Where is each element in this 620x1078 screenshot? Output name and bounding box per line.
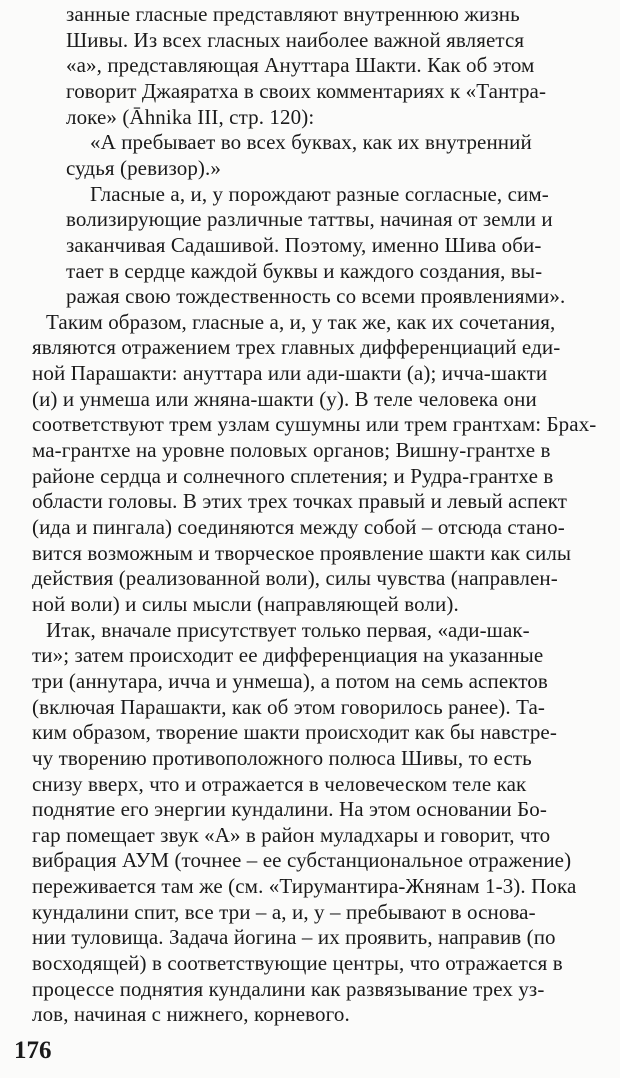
text-line: Гласные а, и, у порождают разные согласные, сим- xyxy=(90,181,549,206)
text-line: вится возможным и творческое проявление шакти как силы xyxy=(32,540,572,565)
text-line: чу творению противоположного полюса Шивы, то есть xyxy=(32,745,532,770)
text-line: процессе поднятия кундалини как развязывание трех уз- xyxy=(32,976,545,1001)
text-line: тает в сердце каждой буквы и каждого создания, вы- xyxy=(66,258,543,283)
text-line: ким образом, творение шакти происходит как бы навстре- xyxy=(32,720,557,745)
text-line: локе» (Āhnika III, стр. 120): xyxy=(66,104,315,129)
text-line: Таким образом, гласные а, и, у так же, как их сочетания, xyxy=(46,309,556,334)
text-line: Шивы. Из всех гласных наиболее важной является xyxy=(66,27,525,52)
text-line: занные гласные представляют внутреннюю жизнь xyxy=(66,2,520,26)
text-line: районе сердца и солнечного сплетения; и Рудра-грантхе в xyxy=(32,463,554,488)
text-line: области головы. В этих трех точках правый и левый аспект xyxy=(32,489,568,514)
text-line: снизу вверх, что и отражается в человеческом теле как xyxy=(32,771,527,796)
quote-line: «А пребывает во всех буквах, как их внутренний xyxy=(90,130,532,155)
text-line: соответствуют трем узлам сушумны или трем грантхам: Брах- xyxy=(32,412,597,437)
text-line: волизирующие различные таттвы, начиная от земли и xyxy=(66,207,553,232)
text-line: (и) и унмеша или жняна-шакти (у). В теле человека они xyxy=(32,386,537,411)
text-line: ражая свою тождественность со всеми проявлениями». xyxy=(66,284,566,309)
text-line: говорит Джаяратха в своих комментариях к «Тантра- xyxy=(66,78,547,103)
text-line: ной Парашакти: ануттара или ади-шакти (а); иччa-шакти xyxy=(32,361,548,386)
text-line: (включая Парашакти, как об этом говорилось ранее). Та- xyxy=(32,694,546,719)
text-line: переживается там же (см. «Тирумантира-Жнянам 1-3). Пока xyxy=(32,874,577,899)
quote-line: судья (ревизор).» xyxy=(66,155,221,180)
text-line: лов, начиная с нижнего, корневого. xyxy=(32,1002,350,1027)
text-line: три (аннутара, иччa и унмеша), а потом на семь аспектов xyxy=(32,668,548,693)
text-line: вибрация АУМ (точнее – ее субстанциональное отражение) xyxy=(32,848,572,873)
text-line: ной воли) и силы мысли (направляющей воли). xyxy=(32,591,459,616)
text-line: «а», представляющая Ануттара Шакти. Как об этом xyxy=(66,53,535,78)
text-line: действия (реализованной воли), силы чувства (направлен- xyxy=(32,566,558,591)
text-line: заканчивая Садашивой. Поэтому, именно Шива оби- xyxy=(66,232,542,257)
text-line: поднятие его энергии кундалини. На этом основании Бо- xyxy=(32,797,547,822)
page-number: 176 xyxy=(14,1037,52,1064)
text-line: гар помещает звук «А» в район муладхары и говорит, что xyxy=(32,822,551,847)
text-line: нии туловища. Задача йогина – их проявить, направив (по xyxy=(32,925,556,950)
text-line: восходящей) в соответствующие центры, что отражается в xyxy=(32,951,563,976)
text-line: кундалини спит, все три – а, и, у – пребывают в основа- xyxy=(32,899,536,924)
text-line: (ида и пингала) соединяются между собой – отсюда стано- xyxy=(32,515,565,539)
text-line: являются отражением трех главных дифференциаций еди- xyxy=(32,335,561,360)
text-line: Итак, вначале присутствует только первая, «ади-шак- xyxy=(46,617,530,642)
text-line: ма-грантхе на уровне половых органов; Вишну-грантхе в xyxy=(32,438,551,463)
text-line: ти»; затем происходит ее дифференциация на указанные xyxy=(32,643,544,668)
